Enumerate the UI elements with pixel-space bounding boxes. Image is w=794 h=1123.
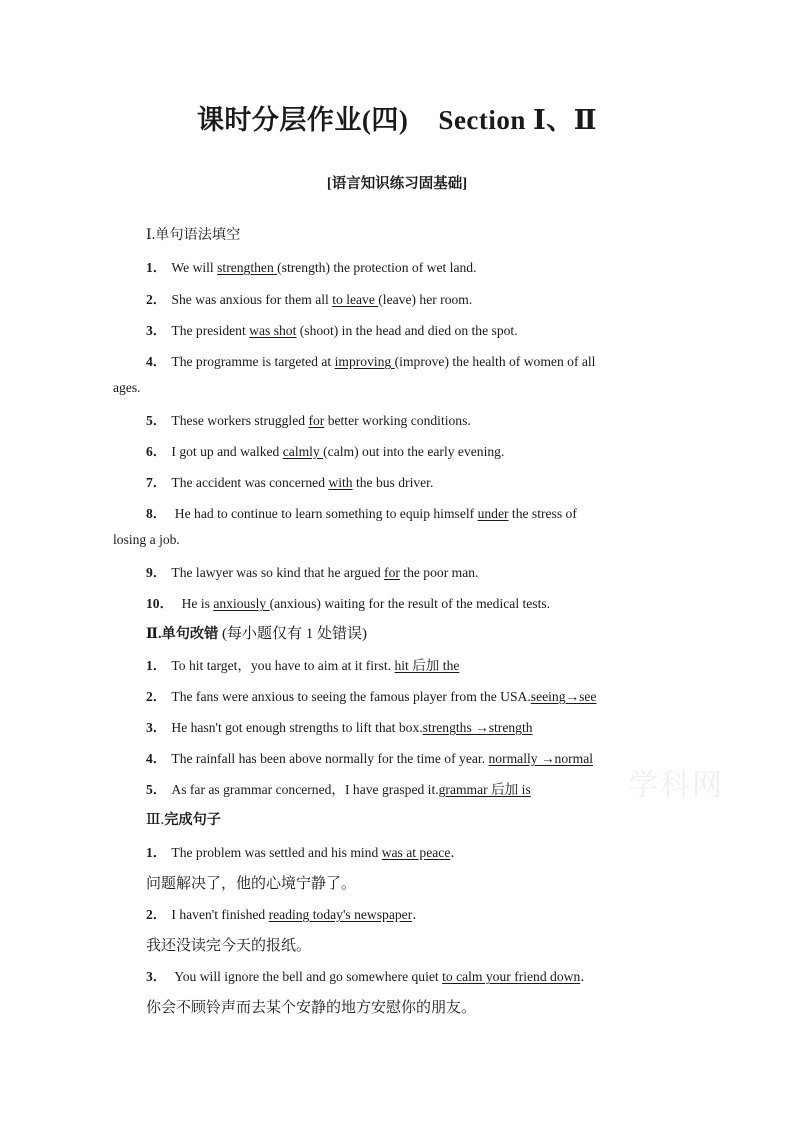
part2-item-1: 1． To hit target，you have to aim at it first. hit 后加 the — [146, 658, 460, 673]
part3-item-1: 1． The problem was settled and his mind was at peace． — [146, 845, 464, 860]
answer: reading today's newspaper — [268, 907, 413, 922]
part1-item-4-continued: ages. — [113, 380, 141, 395]
part3-item-3: 3． You will ignore the bell and go somewhere quiet to calm your friend down． — [146, 969, 594, 984]
part1-item-6: 6． I got up and walked calmly (calm) out into the early evening. — [146, 444, 505, 459]
answer: to calm your friend down — [442, 969, 581, 984]
correction: normally →normal — [488, 751, 594, 766]
part1-item-2: 2． She was anxious for them all to leave (leave) her room. — [146, 292, 473, 307]
part1-item-8-continued: losing a job. — [113, 532, 180, 547]
answer: to leave — [332, 292, 379, 307]
page-title — [0, 98, 794, 137]
part3-item-2: 2． I haven't finished reading today's newspaper． — [146, 907, 426, 922]
part2-item-4: 4． The rainfall has been above normally for the time of year. normally →normal — [146, 751, 594, 766]
answer: calmly — [282, 444, 324, 459]
answer: anxiously — [213, 596, 270, 611]
part2-item-2: 2． The fans were anxious to seeing the famous player from the USA.seeing→see — [146, 689, 597, 704]
correction: grammar 后加 is — [438, 782, 531, 797]
part1-item-1: 1． We will strengthen (strength) the protection of wet land. — [146, 260, 477, 275]
part3-heading: Ⅲ.完成句子 — [146, 812, 221, 828]
part3-item-2-translation: 我还没读完今天的报纸。 — [146, 938, 312, 954]
watermark: 学科网 — [628, 768, 724, 803]
part1-item-9: 9． The lawyer was so kind that he argued for the poor man. — [146, 565, 479, 580]
title-main: 课时分层作业(四) — [196, 105, 409, 135]
part1-item-5: 5． These workers struggled for better working conditions. — [146, 413, 471, 428]
correction: seeing→see — [530, 689, 597, 704]
part1-item-10: 10． He is anxiously (anxious) waiting for the result of the medical tests. — [146, 596, 551, 611]
title-section: Section Ⅰ、Ⅱ — [438, 105, 598, 135]
part3-item-1-translation: 问题解决了，他的心境宁静了。 — [146, 876, 357, 892]
answer: was shot — [249, 323, 297, 338]
part1-item-7: 7． The accident was concerned with the bus driver. — [146, 475, 434, 490]
answer: for — [384, 565, 400, 580]
part2-item-3: 3． He hasn't got enough strengths to lift that box.strengths →strength — [146, 720, 533, 735]
correction: strengths →strength — [422, 720, 533, 735]
answer: for — [308, 413, 325, 428]
answer: with — [328, 475, 353, 490]
page-subtitle: [语言知识练习固基础] — [326, 176, 468, 192]
part3-item-3-translation: 你会不顾铃声而去某个安静的地方安慰你的朋友。 — [146, 1000, 477, 1016]
part1-heading: Ⅰ.单句语法填空 — [146, 227, 241, 243]
answer: was at peace — [381, 845, 451, 860]
part1-item-8: 8． He had to continue to learn something to equip himself under the stress of — [146, 506, 577, 521]
part2-item-5: 5． As far as grammar concerned，I have grasped it.grammar 后加 is — [146, 782, 531, 797]
part1-item-4: 4． The programme is targeted at improving (improve) the health of women of all — [146, 354, 596, 369]
answer: strengthen — [217, 260, 278, 275]
part2-heading: Ⅱ.单句改错 (每小题仅有 1 处错误) — [146, 626, 368, 642]
part1-item-3: 3． The president was shot (shoot) in the head and died on the spot. — [146, 323, 518, 338]
answer: improving — [334, 354, 395, 369]
answer: under — [477, 506, 509, 521]
correction: hit 后加 the — [394, 658, 460, 673]
